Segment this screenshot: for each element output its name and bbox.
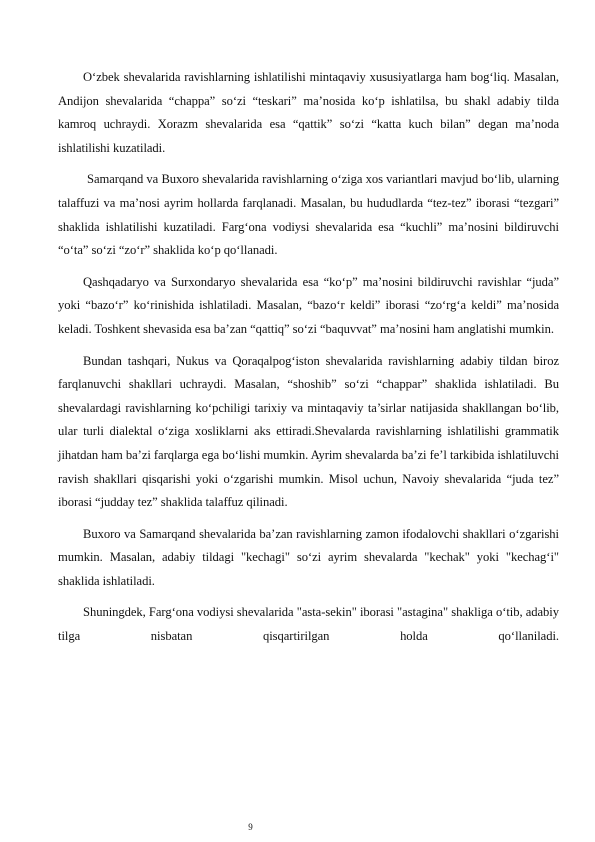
paragraph-fargona-asta-sekin: Shuningdek, Farg‘ona vodiysi shevalarida "asta-sekin" iborasi "astagina" shakliga o‘tib, adabiy tilga nisbatan qisqartirilgan holda qo‘llaniladi. xyxy=(58,605,559,644)
paragraph-qashqadaryo-surxondaryo: Qashqadaryo va Surxondaryo shevalarida esa “ko‘p” ma’nosini bildiruvchi ravishlar “juda” yoki “bazo‘r” ko‘rinishida ishlatiladi. Masalan, “bazo‘r keldi” iborasi “zo‘rg‘a keldi” ma’nosida keladi. Toshkent shevasida esa ba’zan “qattiq” so‘zi “baquvvat” ma’nosini ham anglatishi mumkin. xyxy=(58,274,559,336)
paragraph-buxoro-samarqand-time-forms: Buxoro va Samarqand shevalarida ba’zan ravishlarning zamon ifodalovchi shakllari o‘zgarishi mumkin. Masalan, adabiy tildagi "kechagi" so‘zi ayrim shevalarda "kechak" yoki "kechag‘i" shaklida ishlatiladi. xyxy=(58,526,559,588)
paragraph-nukus-qoraqalpogiston: Bundan tashqari, Nukus va Qoraqalpog‘iston shevalarida ravishlarning adabiy tildan biroz farqlanuvchi shakllari uchraydi. Masalan, “shoshib” so‘zi “chappar” shaklida ishlatiladi. Bu shevalardagi ravishlarning ko‘pchiligi tarixiy va mintaqaviy ta’sirlar natijasida shakllangan bo‘lib, ular turli dialektal o‘ziga xosliklarni aks ettiradi.Shevalarda ravishlarning ishlatilishi grammatik jihatdan ham ba’zi farqlarga ega bo‘lishi mumkin. Ayrim shevalarda ba’zi fe’l tarkibida ishlatiluvchi ravish shakllari qisqarishi yoki o‘zgarishi mumkin. Misol uchun, Navoiy shevalarida “juda tez” iborasi “judday tez” shaklida talaffuz qilinadi. xyxy=(58,353,559,510)
document-page xyxy=(58,66,559,657)
page-number: 9 xyxy=(248,822,253,832)
paragraph-dialect-regional-features: O‘zbek shevalarida ravishlarning ishlatilishi mintaqaviy xususiyatlarga ham bog‘liq. Masalan, Andijon shevalarida “chappa” so‘zi “teskari” ma’nosida ko‘p ishlatilsa, bu shakl adabiy tilda kamroq uchraydi. Xorazm shevalarida esa “qattik” so‘zi “katta kuch bilan” degan ma’noda ishlatilishi kuzatiladi. xyxy=(58,70,559,155)
paragraph-samarqand-buxoro-variants: Samarqand va Buxoro shevalarida ravishlarning o‘ziga xos variantlari mavjud bo‘lib, ularning talaffuzi va ma’nosi ayrim hollarda farqlanadi. Masalan, bu hududlarda “tez-tez” iborasi “tezgari” shaklida ishlatilishi kuzatiladi. Farg‘ona vodiysi shevalarida esa “kuchli” ma’nosini bildiruvchi “o‘ta” so‘zi “zo‘r” shaklida ko‘p qo‘llanadi. xyxy=(58,172,559,258)
